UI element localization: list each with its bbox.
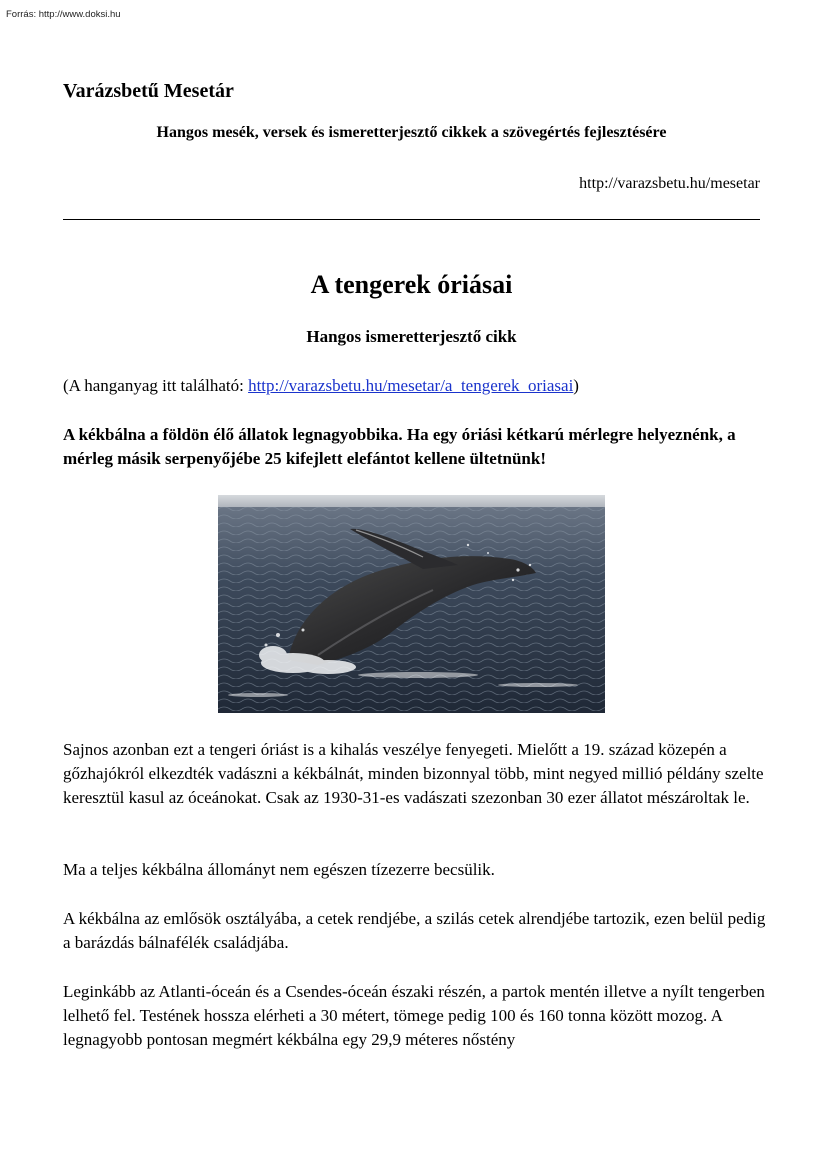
paragraph-2: Ma a teljes kékbálna állományt nem egészen tízezerre becsülik. xyxy=(63,860,495,879)
article-subtitle: Hangos ismeretterjesztő cikk xyxy=(306,327,517,346)
whale-breaching-photo xyxy=(218,495,605,713)
paragraph-4: Leginkább az Atlanti-óceán és a Csendes-óceán északi részén, a partok mentén illetve a nyílt tengerben lelhető fel. Testének hossza elérheti a 30 métert, tömege pedig 100 és 160 tonna között mozog. A legnagyobb pontosan megmért kékbálna egy 29,9 méteres nőstény xyxy=(63,982,765,1049)
source-note: Forrás: http://www.doksi.hu xyxy=(6,9,121,20)
audio-link[interactable]: http://varazsbetu.hu/mesetar/a_tengerek_oriasai xyxy=(248,376,574,395)
paragraph-1: Sajnos azonban ezt a tengeri óriást is a kihalás veszélye fenyegeti. Mielőtt a 19. század közepén a gőzhajókról elkezdték vadászni a kékbálnát, minden bizonnyal több, mint negyed millió példány szelte keresztül kasul az óceánokat. Csak az 1930-31-es vadászati szezonban 30 ezer állatot mészároltak le. xyxy=(63,740,764,807)
article-title: A tengerek óriásai xyxy=(310,270,513,299)
audio-prefix: (A hanganyag itt található: xyxy=(63,376,249,395)
site-title: Varázsbetű Mesetár xyxy=(63,80,234,102)
site-url: http://varazsbetu.hu/mesetar xyxy=(579,175,760,192)
paragraph-3: A kékbálna az emlősök osztályába, a cetek rendjébe, a szilás cetek alrendjébe tartozik, ezen belül pedig a barázdás bálnafélék családjába. xyxy=(63,909,766,952)
header-divider xyxy=(63,219,760,220)
audio-note xyxy=(63,376,579,396)
site-subtitle: Hangos mesék, versek és ismeretterjesztő cikkek a szövegértés fejlesztésére xyxy=(156,124,667,141)
lead-paragraph: A kékbálna a földön élő állatok legnagyobbika. Ha egy óriási kétkarú mérlegre helyeznénk, a mérleg másik serpenyőjébe 25 kifejlett elefántot kellene ültetnünk! xyxy=(63,425,736,468)
audio-suffix: ) xyxy=(573,376,579,395)
